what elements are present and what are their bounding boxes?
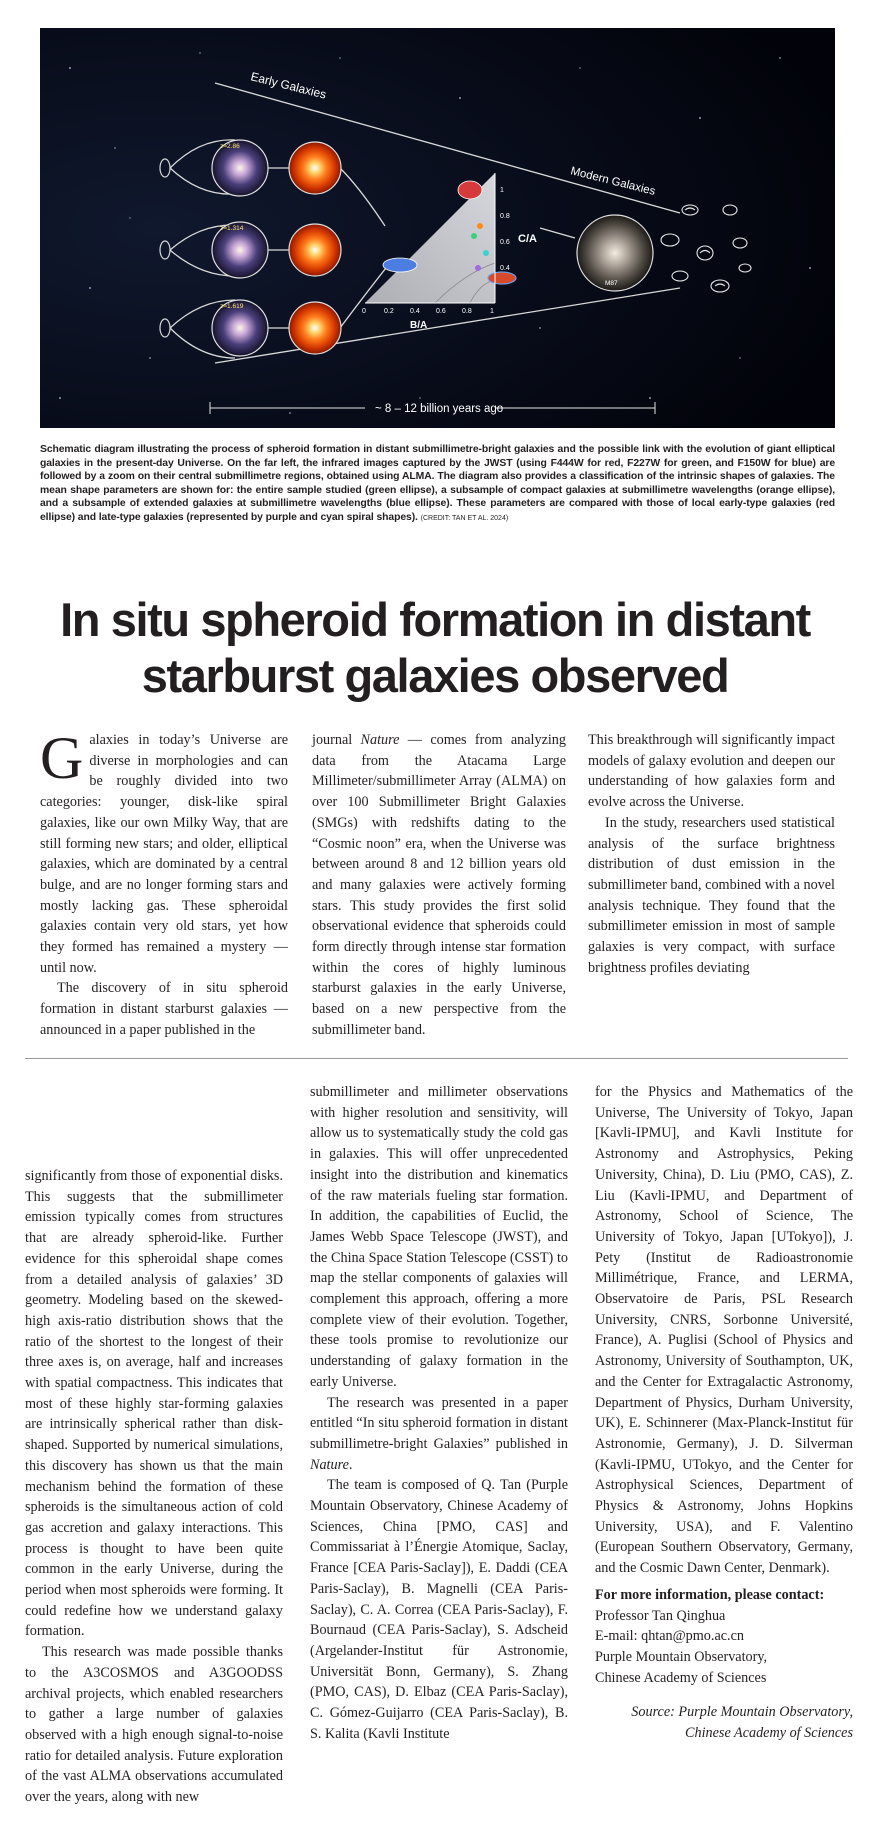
paragraph: submillimeter and millimeter observations with higher resolution and sensitivity, will allow us to systematically study the cold gas in galaxies. This will offer unprecedented insight into the distribution and kinematics of the raw materials fueling star formation. In addition, the capabilities of Euclid, the James Webb Space Telescope (JWST), and the China Space Station Telescope (CSST) to map the stellar components of galaxies will complement this approach, offering a more complete view of their evolution. Together, these tools promise to revolutionize our understanding of galaxy formation in the early Universe. <box>310 1084 568 1390</box>
text-run: The research was presented in a paper entitled “In situ spheroid formation in distant submillimetre-bright Galaxies” published in <box>310 1394 568 1452</box>
alma-zoom-3 <box>289 302 341 354</box>
modern-galaxies-label: Modern Galaxies <box>569 165 657 198</box>
y-tick-2: 0.8 <box>500 213 510 220</box>
contact-heading: For more information, please contact: <box>595 1586 825 1603</box>
x-tick-3: 0.6 <box>436 308 446 315</box>
y-tick-3: 1 <box>500 187 504 194</box>
paragraph: significantly from those of exponential disks. This suggests that the submillimeter emission typically comes from structures that are already spheroid-like. Further evidence for this spheroidal shape comes from a detailed analysis of galaxies’ 3D geometry. Modeling based on the skewed-high axis-ratio distribution shows that the ratio of the shortest to the longest of their three axes is, on average, half and increases with spatial compactness. This indicates that most of these highly star-forming galaxies are intrinsically spherical rather than disk-shaped. Supported by numerical simulations, this discovery has shown us that the main mechanism behind the formation of these spheroids is the simultaneous action of cold gas accretion and galaxy interactions. This process is thought to have been quite common in the early Universe, during the period when most spheroids were forming. It could redefine how we understand galaxy formation. <box>25 1168 283 1640</box>
article-column-6 <box>595 1082 853 1744</box>
journal-name: Nature <box>310 1456 349 1473</box>
intro-paragraph <box>40 725 288 978</box>
alma-zoom-2 <box>289 224 341 276</box>
blue-ellipse-marker <box>383 258 417 272</box>
early-galaxies-label: Early Galaxies <box>249 69 328 102</box>
redshift-label-2: z=1.314 <box>220 225 244 232</box>
timeline-label: ~ 8 – 12 billion years ago <box>375 403 504 415</box>
x-tick-4: 0.8 <box>462 308 472 315</box>
x-tick-1: 0.2 <box>384 308 394 315</box>
contact-organization-2: Chinese Academy of Sciences <box>595 1669 767 1686</box>
source-credit <box>595 1702 853 1743</box>
figure-caption <box>40 443 835 526</box>
article-column-4 <box>25 1166 283 1808</box>
caption-text: Schematic diagram illustrating the process of spheroid formation in distant submillimetre-bright galaxies and the possible link with the evolution of giant elliptical galaxies in the present-day Universe. On the far left, the infrared images captured by the JWST (using F444W for red, F227W for green, and F150W for blue) are followed by a zoom on their central submillimetre regions, obtained using ALMA. The diagram also provides a classification of the intrinsic shapes of galaxies. The mean shape parameters are shown for: the entire sample studied (green ellipse), a subsample of compact galaxies at submillimetre wavelengths (orange ellipse), and a subsample of extended galaxies at submillimetre wavelengths (blue ellipse). These parameters are compared with those of local early-type galaxies (red ellipse) and late-type galaxies (represented by purple and cyan spiral shapes). <box>40 444 835 523</box>
contact-email: E-mail: qhtan@pmo.ac.cn <box>595 1628 744 1645</box>
contact-organization: Purple Mountain Observatory, <box>595 1648 768 1665</box>
green-marker <box>471 233 477 239</box>
contact-name: Professor Tan Qinghua <box>595 1607 726 1624</box>
y-tick-0: 0.4 <box>500 265 510 272</box>
text-run: . <box>348 1456 353 1473</box>
paragraph: for the Physics and Mathematics of the Universe, The University of Tokyo, Japan [Kavli-IPMU], and Kavli Institute for Astronomy and Astrophysics, Peking University, China), D. Liu (PMO, CAS), Z. Liu (Kavli-IPMU, and Department of Astronomy, School of Science, The University of Tokyo, Japan [UTokyo]), J. Pety (Institut de Radioastronomie Millimétrique, France, and LERMA, Observatoire de Paris, PSL Research University, CNRS, Sorbonne Université, France), A. Puglisi (School of Physics and Astronomy, University of Southampton, UK, and the Center for Extragalactic Astronomy, Department of Physics, Durham University, UK), E. Schinnerer (Max-Planck-Institut für Astronomie, Germany), J. D. Silverman (Kavli-IPMU, UTokyo, and the Center for Astrophysical Sciences, Department of Physics & Astronomy, Johns Hopkins University, USA), and F. Valentino (European Southern Observatory, Germany, and the Cosmic Dawn Center, Denmark). <box>595 1084 853 1577</box>
paragraph <box>310 1393 568 1476</box>
journal-name: Nature <box>360 732 400 748</box>
alma-zoom-images <box>289 142 341 354</box>
article-column-3 <box>588 730 835 978</box>
paragraph: The team is composed of Q. Tan (Purple Mountain Observatory, Chinese Academy of Sciences, China [PMO, CAS] and Commissariat à l’Énergie Atomique, Saclay, France [CEA Paris-Saclay]), E. Daddi (CEA Paris-Saclay), B. Magnelli (CEA Paris-Saclay), C. A. Correa (CEA Paris-Saclay), F. Bournaud (CEA Paris-Saclay), S. Adscheid (Argelander-Institut für Astronomie, Universität Bonn, Germany), S. Zhang (PMO, CAS), D. Elbaz (CEA Paris-Saclay), C. Gómez-Guijarro (CEA Paris-Saclay), B. S. Kalita (Kavli Institute <box>310 1477 568 1742</box>
red-ellipse-marker <box>458 181 482 199</box>
article-column-1 <box>40 725 288 1041</box>
text-run: — comes from analyzing data from the Atacama Large Millimeter/submillimeter Array (ALMA) on over 100 Submillimeter Bright Galaxies (SMGs) with redshifts dating to the “Cosmic noon” era, when the Universe was between around 8 and 12 billion years old and many galaxies were actively forming stars. This study provides the first solid observational evidence that spheroids could form directly through intense star formation within the cores of highly luminous starburst galaxies in the early Universe, based on a new perspective from the submillimeter band. <box>312 732 566 1038</box>
text-run: journal <box>312 732 361 748</box>
jwst-galaxy-images <box>212 140 268 356</box>
space-background <box>40 28 835 428</box>
y-axis-label: C/A <box>518 233 537 245</box>
source-line-2: Chinese Academy of Sciences <box>685 1725 853 1742</box>
contact-block <box>595 1585 853 1689</box>
redshift-label-3: z=1.619 <box>220 303 244 310</box>
alma-zoom-1 <box>289 142 341 194</box>
paragraph: This research was made possible thanks to the A3COSMOS and A3GOODSS archival projects, which enabled researchers to gather a large number of galaxies observed with a high enough signal-to-noise ratio for detailed analysis. Future exploration of the vast ALMA observations accumulated over the years, along with new <box>25 1644 283 1806</box>
x-tick-5: 1 <box>490 308 494 315</box>
article-column-5 <box>310 1082 568 1745</box>
x-tick-2: 0.4 <box>410 308 420 315</box>
paragraph: In the study, researchers used statistical analysis of the surface brightness distribution of dust emission in the submillimeter band, combined with a novel analysis technique. They found that the submillimeter emission in most of sample galaxies is very compact, with surface brightness profiles deviating <box>588 814 835 976</box>
article-column-2 <box>312 730 566 1041</box>
x-tick-0: 0 <box>362 308 366 315</box>
orange-marker <box>477 223 483 229</box>
article-title: In situ spheroid formation in distant starburst galaxies observed <box>60 593 810 702</box>
schematic-figure <box>40 28 835 428</box>
m87-label: M87 <box>605 280 618 287</box>
caption-credit: (CREDIT: TAN ET AL. 2024) <box>420 514 509 522</box>
y-tick-1: 0.6 <box>500 239 510 246</box>
intro-text: alaxies in today’s Universe are diverse in morphologies and can be roughly divided into two categories: younger, disk-like spiral galaxies, like our own Milky Way, that are still forming new stars; and older, elliptical galaxies, which are dominated by a central bulge, and are no longer forming stars and mostly lacking gas. These spheroidal galaxies contain very old stars, yet how they formed has remained a mystery — until now. <box>40 732 288 976</box>
lower-ellipse-marker <box>488 272 516 284</box>
cyan-marker <box>483 250 489 256</box>
drop-cap: G <box>40 725 84 791</box>
paragraph: The discovery of in situ spheroid formation in distant starburst galaxies — announced in a paper published in the <box>40 980 288 1038</box>
section-divider <box>25 1058 848 1059</box>
source-line-1: Source: Purple Mountain Observatory, <box>631 1704 853 1721</box>
paragraph: This breakthrough will significantly impact models of galaxy evolution and deepen our understanding of how galaxies form and evolve across the Universe. <box>588 732 835 811</box>
x-axis-label: B/A <box>410 320 428 331</box>
paragraph <box>312 730 566 1041</box>
purple-marker <box>475 265 481 271</box>
redshift-label-1: z=2.86 <box>220 143 240 150</box>
